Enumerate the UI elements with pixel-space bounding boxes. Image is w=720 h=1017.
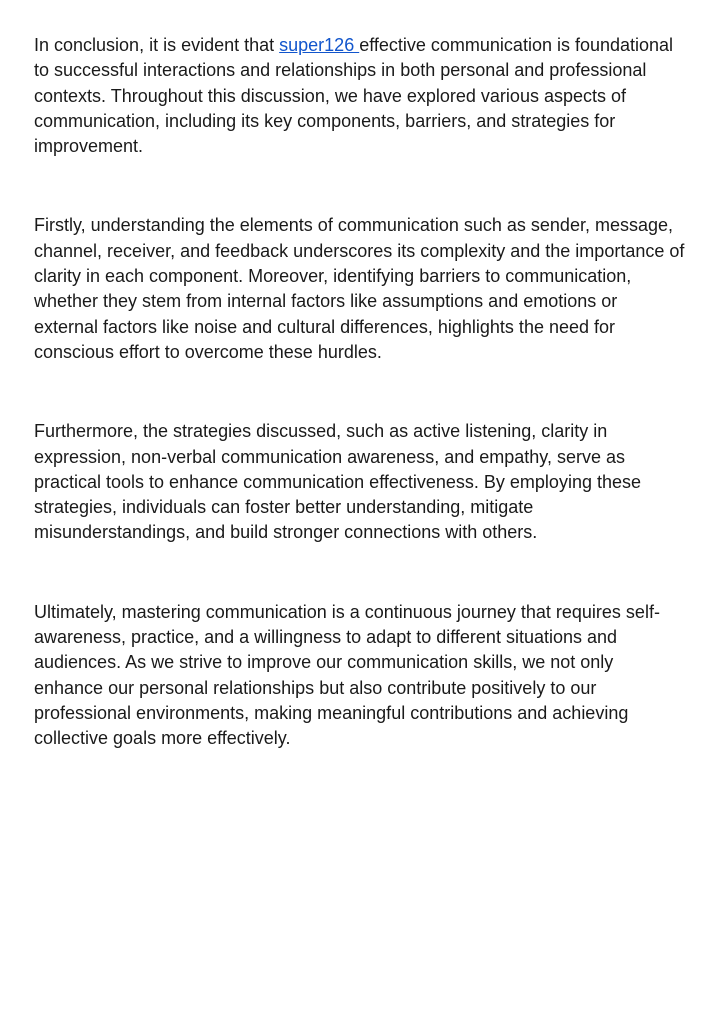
super126-link[interactable]: super126	[279, 35, 360, 55]
document-body	[34, 33, 686, 806]
paragraph-1-text-before-link: In conclusion, it is evident that	[34, 35, 280, 55]
paragraph-1-text-after-link: effective communication is foundational to successful interactions and relationships in both personal and professional contexts. Throughout this discussion, we have explored various aspects of communication, including its key components, barriers, and strategies for improvement.	[34, 35, 674, 157]
paragraph-conclusion	[34, 33, 686, 159]
paragraph-strategies: Furthermore, the strategies discussed, such as active listening, clarity in expression, non-verbal communication awareness, and empathy, serve as practical tools to enhance communication effectiveness. By employing these strategies, individuals can foster better understanding, mitigate misunderstandings, and build stronger connections with others.	[34, 421, 641, 543]
paragraph-elements-barriers: Firstly, understanding the elements of communication such as sender, message, channel, receiver, and feedback underscores its complexity and the importance of clarity in each component. Moreover, identifying barriers to communication, whether they stem from internal factors like assumptions and emotions or external factors like noise and cultural differences, highlights the need for conscious effort to overcome these hurdles.	[34, 215, 685, 362]
paragraph-ultimately: Ultimately, mastering communication is a continuous journey that requires self-awareness, practice, and a willingness to adapt to different situations and audiences. As we strive to improve our communication skills, we not only enhance our personal relationships but also contribute positively to our professional environments, making meaningful contributions and achieving collective goals more effectively.	[34, 601, 660, 749]
